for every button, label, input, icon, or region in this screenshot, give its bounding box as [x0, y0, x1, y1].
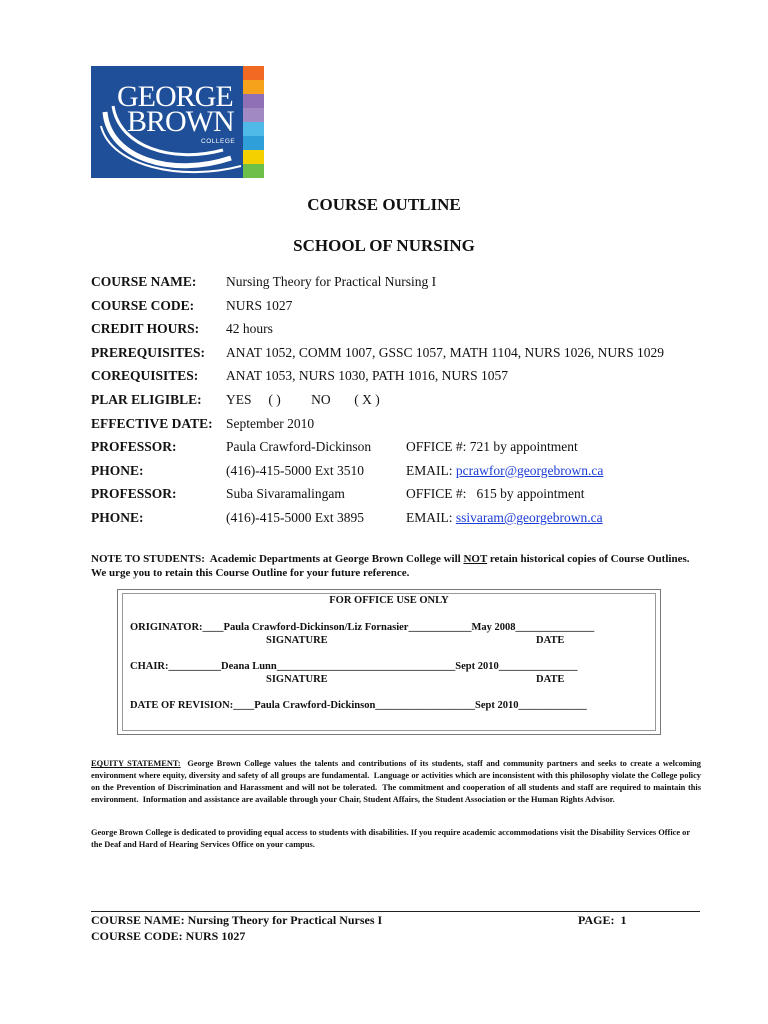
course-code-value: NURS 1027	[226, 297, 293, 313]
professor-row-1	[91, 435, 731, 459]
equity-statement	[91, 758, 704, 806]
prerequisites-label: PREREQUISITES:	[91, 344, 206, 360]
corequisites-row	[91, 364, 731, 388]
plar-no-text: NO	[311, 391, 331, 407]
office-use-box	[117, 589, 661, 735]
logo-stripe-0	[243, 66, 264, 80]
professor-office: OFFICE #: 721 by appointment	[406, 439, 578, 455]
note-prefix: NOTE TO STUDENTS: Academic Departments at George Brown College will	[91, 553, 464, 565]
originator-line: ORIGINATOR:____Paula Crawford-Dickinson/Liz Fornasier____________May 2008_______________	[130, 622, 595, 633]
professor-name: Suba Sivaramalingam	[226, 486, 345, 502]
email-field	[406, 506, 603, 530]
phone-label: PHONE:	[91, 509, 144, 525]
prerequisites-row	[91, 341, 731, 365]
plar-yes-box: ( )	[268, 391, 281, 407]
plar-no-box: ( X )	[354, 391, 380, 407]
phone-value: (416)-415-5000 Ext 3510	[226, 462, 364, 478]
plar-eligible-row	[91, 388, 731, 412]
logo-text-george: GEORGE	[117, 80, 233, 113]
logo-stripe-2	[243, 94, 264, 108]
plar-eligible-value	[226, 388, 380, 412]
logo-stripe-7	[243, 164, 264, 178]
professor-row-2	[91, 482, 731, 506]
signature-label-1: SIGNATURE	[266, 635, 328, 646]
logo-box	[91, 66, 243, 178]
disability-statement: George Brown College is dedicated to providing equal access to students with disabilities. If you require academic accommodations visit the Disability Services Office or the Deaf and Hard of Hearing Services Office on your campus.	[91, 828, 690, 849]
footer-page-label: PAGE:	[578, 913, 615, 927]
chair-line: CHAIR:__________Deana Lunn__________________________________Sept 2010_______________	[130, 661, 578, 672]
note-to-students	[91, 552, 701, 580]
effective-date-value: September 2010	[226, 415, 315, 431]
course-name-row	[91, 270, 731, 294]
document-title: COURSE OUTLINE	[307, 195, 461, 214]
professor-label: PROFESSOR:	[91, 486, 177, 502]
logo-stripe-4	[243, 122, 264, 136]
george-brown-logo	[91, 66, 264, 178]
phone-label: PHONE:	[91, 462, 144, 478]
plar-yes-text: YES	[226, 391, 252, 407]
footer-page	[578, 913, 626, 928]
professor-name: Paula Crawford-Dickinson	[226, 439, 372, 455]
credit-hours-value: 42 hours	[226, 321, 273, 337]
logo-text-brown: BROWN	[127, 105, 234, 138]
revision-line: DATE OF REVISION:____Paula Crawford-Dickinson___________________Sept 2010_____________	[130, 700, 587, 711]
equity-heading: EQUITY STATEMENT:	[91, 759, 181, 768]
email-link[interactable]: pcrawfor@georgebrown.ca	[455, 462, 604, 478]
course-info	[91, 270, 731, 530]
note-suffix: retain historical copies of Course Outlines. We urge you to retain this Course Outline for your future reference.	[91, 553, 695, 579]
credit-hours-row	[91, 317, 731, 341]
office-use-heading: FOR OFFICE USE ONLY	[329, 595, 449, 606]
credit-hours-label: CREDIT HOURS:	[91, 321, 200, 337]
email-link[interactable]: ssivaram@georgebrown.ca	[455, 509, 603, 525]
logo-stripe-1	[243, 80, 264, 94]
prerequisites-value: ANAT 1052, COMM 1007, GSSC 1057, MATH 1104, NURS 1026, NURS 1029	[226, 344, 665, 360]
equity-text: George Brown College values the talents and contributions of its students, staff and community partners and seeks to create a welcoming environment where equity, diversity and safety of all groups are fundamental. Language or activities which are inconsistent with this philosophy violate the College policy on the Prevention of Discrimination and Harassment and will not be tolerated. The commitment and cooperation of all students and staff are required to maintain this environment. Information and assistance are available through your Chair, Student Affairs, the Student Association or the Human Rights Advisor.	[91, 759, 704, 804]
date-label-1: DATE	[536, 635, 565, 646]
signature-label-2: SIGNATURE	[266, 674, 328, 685]
course-code-label: COURSE CODE:	[91, 297, 195, 313]
email-field	[406, 459, 603, 483]
phone-row-1	[91, 459, 731, 483]
footer-course-name: COURSE NAME: Nursing Theory for Practical Nurses I	[91, 913, 383, 927]
effective-date-label: EFFECTIVE DATE:	[91, 415, 213, 431]
footer-divider	[91, 911, 700, 912]
footer-page-number: 1	[620, 913, 627, 927]
corequisites-value: ANAT 1053, NURS 1030, PATH 1016, NURS 1057	[226, 368, 509, 384]
footer-course-code: COURSE CODE: NURS 1027	[91, 929, 246, 943]
email-label: EMAIL:	[406, 462, 453, 478]
phone-row-2	[91, 506, 731, 530]
date-label-2: DATE	[536, 674, 565, 685]
logo-stripe-5	[243, 136, 264, 150]
email-label: EMAIL:	[406, 509, 453, 525]
course-name-value: Nursing Theory for Practical Nursing I	[226, 274, 437, 289]
logo-text-college: COLLEGE	[201, 138, 236, 145]
note-emphasis: NOT	[463, 553, 488, 565]
phone-value: (416)-415-5000 Ext 3895	[226, 509, 364, 525]
school-title: SCHOOL OF NURSING	[293, 236, 475, 255]
logo-stripe-6	[243, 150, 264, 164]
professor-label: PROFESSOR:	[91, 439, 177, 455]
logo-stripe-3	[243, 108, 264, 122]
logo-color-stripes	[243, 66, 264, 178]
plar-eligible-label: PLAR ELIGIBLE:	[91, 391, 202, 407]
corequisites-label: COREQUISITES:	[91, 368, 199, 384]
course-code-row	[91, 294, 731, 318]
course-name-label: COURSE NAME:	[91, 274, 197, 289]
effective-date-row	[91, 412, 731, 436]
professor-office: OFFICE #: 615 by appointment	[406, 486, 585, 502]
